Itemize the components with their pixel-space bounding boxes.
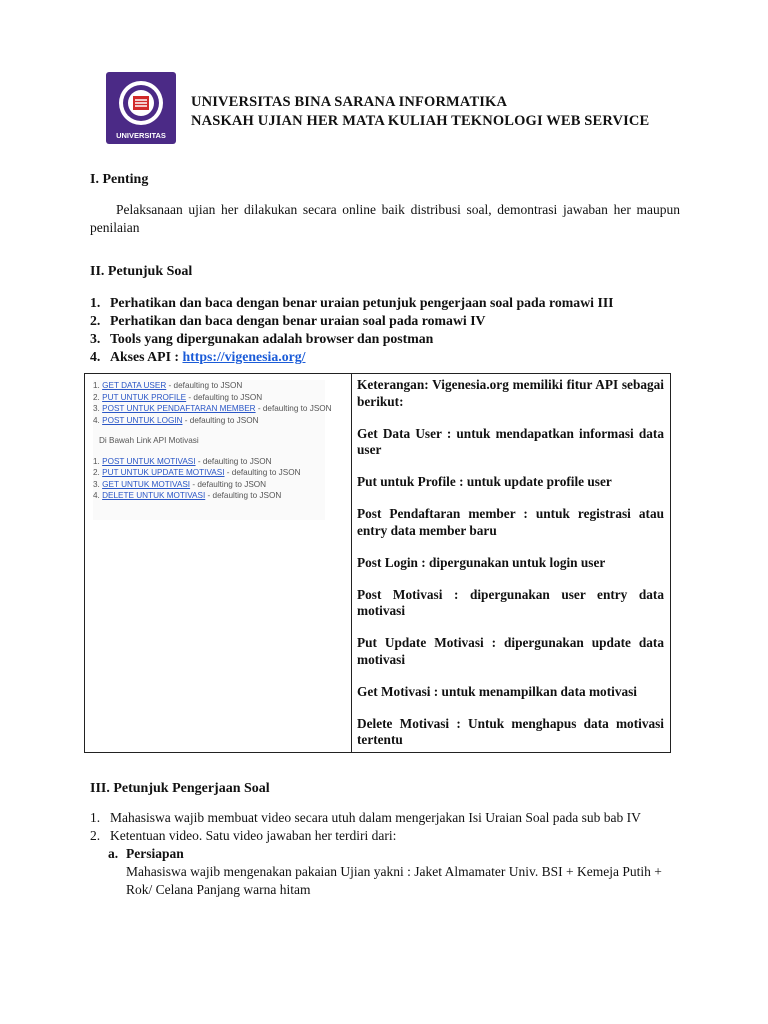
list-number: 2. [90, 313, 101, 328]
api-link-row [93, 456, 325, 468]
list-number: 4. [90, 349, 101, 364]
section1-paragraph-text: Pelaksanaan ujian her dilakukan secara online baik distribusi soal, demontrasi jawaban her maupun penilaian [90, 202, 680, 235]
api-description-cell [352, 374, 671, 753]
sub-item-title: Persiapan [126, 846, 184, 861]
api-feature-description: Get Motivasi : untuk menampilkan data motivasi [357, 683, 637, 699]
api-link-suffix: - defaulting to JSON [205, 491, 282, 500]
api-url-link[interactable]: https://vigenesia.org/ [182, 349, 306, 364]
api-link[interactable]: GET DATA USER [102, 381, 167, 390]
api-link-suffix: - defaulting to JSON [224, 468, 301, 477]
sub-item-label [108, 845, 688, 863]
list-item-text: Ketentuan video. Satu video jawaban her terdiri dari: [110, 828, 397, 843]
list-number: 1. [90, 810, 101, 825]
api-link-number: 4. [93, 415, 100, 425]
api-link-row [93, 467, 325, 479]
api-link[interactable]: GET UNTUK MOTIVASI [102, 479, 191, 489]
list-item-text: Tools yang dipergunakan adalah browser dan postman [110, 331, 434, 346]
api-link-number: 1. [93, 381, 100, 390]
api-feature-description: Get Data User : untuk mendapatkan informasi data user [357, 425, 664, 457]
api-link[interactable]: PUT UNTUK UPDATE MOTIVASI [102, 468, 225, 477]
api-link-row [93, 479, 325, 491]
list-item [90, 312, 614, 330]
api-link-suffix: - defaulting to JSON [182, 415, 259, 425]
api-link-row [93, 403, 332, 415]
list-item-text: Perhatikan dan baca dengan benar uraian soal pada romawi IV [110, 313, 486, 328]
api-link-suffix: - defaulting to JSON [186, 392, 263, 402]
api-table [84, 373, 671, 753]
list-item [90, 330, 614, 348]
section1-paragraph [90, 201, 680, 237]
list-number: 1. [90, 295, 101, 310]
instruction-list [90, 294, 614, 366]
api-intro-text: Keterangan: Vigenesia.org memiliki fitur API sebagai berikut: [357, 377, 664, 409]
list-item [90, 294, 614, 312]
svg-text:UNIVERSITAS: UNIVERSITAS [116, 131, 166, 140]
api-link[interactable]: DELETE UNTUK MOTIVASI [102, 491, 206, 500]
api-link-row [93, 490, 325, 502]
list-item [90, 827, 641, 845]
api-link[interactable]: PUT UNTUK PROFILE [102, 392, 187, 402]
list-item [90, 348, 614, 366]
api-link-number: 2. [93, 392, 100, 402]
api-feature-description: Put Update Motivasi : dipergunakan update data motivasi [357, 635, 664, 667]
section2-heading: II. Petunjuk Soal [90, 264, 193, 279]
list-item-text: Akses API : [110, 349, 183, 364]
api-feature-description: Post Motivasi : dipergunakan user entry data motivasi [357, 586, 664, 618]
api-link[interactable]: POST UNTUK MOTIVASI [102, 456, 196, 466]
list-number: 3. [90, 331, 101, 346]
api-link[interactable]: POST UNTUK LOGIN [102, 415, 183, 425]
api-feature-description: Post Login : dipergunakan untuk login user [357, 554, 606, 570]
api-feature-description: Post Pendaftaran member : untuk registrasi atau entry data member baru [357, 506, 664, 538]
header-title-line1: UNIVERSITAS BINA SARANA INFORMATIKA [191, 94, 508, 110]
list-item-text: Mahasiswa wajib membuat video secara utuh dalam mengerjakan Isi Uraian Soal pada sub bab IV [110, 810, 641, 825]
section1-heading: I. Penting [90, 172, 149, 187]
list-number: 2. [90, 828, 101, 843]
list-item [90, 809, 641, 827]
api-link-suffix: - defaulting to JSON [255, 404, 332, 413]
api-link-number: 4. [93, 491, 100, 500]
list-item-text: Perhatikan dan baca dengan benar uraian petunjuk pengerjaan soal pada romawi III [110, 295, 614, 310]
api-link-number: 1. [93, 456, 100, 466]
document-header [191, 93, 649, 131]
procedure-list [90, 809, 641, 845]
api-link[interactable]: POST UNTUK PENDAFTARAN MEMBER [102, 404, 256, 413]
university-logo [106, 72, 176, 144]
api-link-suffix: - defaulting to JSON [195, 456, 272, 466]
section3-heading: III. Petunjuk Pengerjaan Soal [90, 781, 270, 796]
api-link-suffix: - defaulting to JSON [190, 479, 267, 489]
sub-item-persiapan [108, 845, 688, 899]
header-title-line2: NASKAH UJIAN HER MATA KULIAH TEKNOLOGI WEB SERVICE [191, 113, 650, 129]
api-link-row [93, 392, 325, 404]
sub-item-description: Mahasiswa wajib mengenakan pakaian Ujian yakni : Jaket Almamater Univ. BSI + Kemeja Putih + Rok/ Celana Panjang warna hitam [126, 864, 662, 897]
api-feature-description: Delete Motivasi : Untuk menghapus data motivasi tertentu [357, 715, 664, 747]
api-link-number: 3. [93, 479, 100, 489]
api-subheading: Di Bawah Link API Motivasi [99, 436, 199, 445]
api-link-number: 2. [93, 468, 100, 477]
api-link-row [93, 415, 325, 427]
sub-item-number: a. [108, 846, 119, 861]
api-link-row [93, 380, 325, 392]
api-link-number: 3. [93, 404, 100, 413]
api-link-suffix: - defaulting to JSON [166, 381, 243, 390]
api-feature-description: Put untuk Profile : untuk update profile user [357, 474, 612, 489]
api-screenshot-cell [85, 374, 352, 753]
api-links-screenshot [93, 380, 332, 520]
